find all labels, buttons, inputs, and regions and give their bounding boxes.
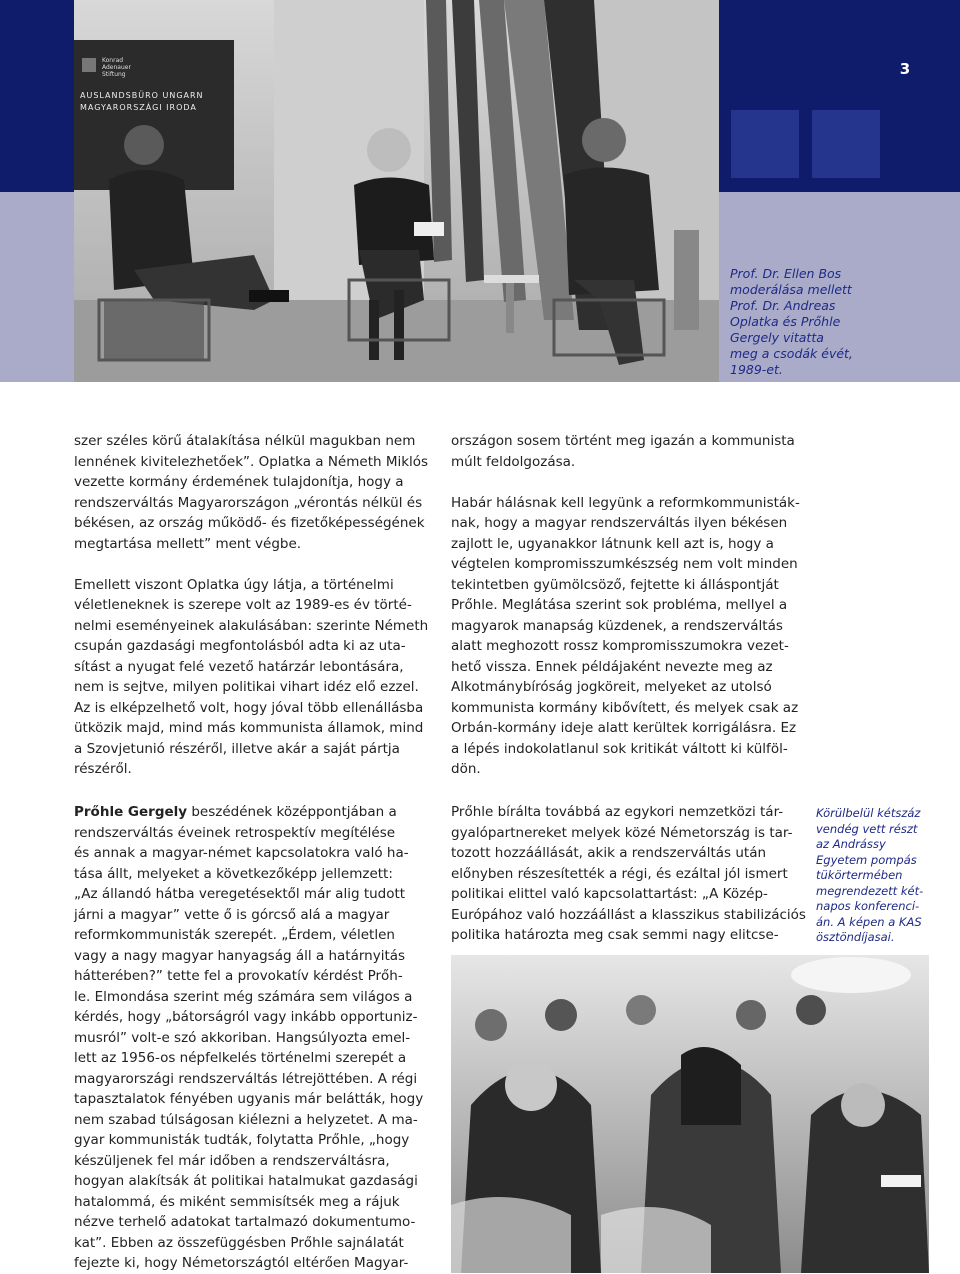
text-line: musról” volt-e szó akkoriban. Hangsúlyozta emel-: [74, 1029, 411, 1046]
caption-line: tükörtermében: [816, 868, 903, 882]
text-line: dön.: [451, 761, 481, 777]
text-line: politikai elittel való kapcsolattartást: „A Közép-: [451, 886, 768, 902]
text-line: gyar kommunisták tudták, folytatta Prőhle, „hogy: [74, 1132, 410, 1148]
text-line: a lépés indokolatlanul sok kritikát váltott ki külföl-: [451, 740, 788, 757]
text-line: le. Elmondása szerint még számára sem világos a: [74, 988, 413, 1005]
text-line: fejezte ki, hogy Németországtól eltérően Magyar-: [74, 1255, 409, 1271]
text-line: rendszerváltás éveinek retrospektív megítélése: [74, 824, 396, 841]
text-line: készüljenek fel már időben a rendszerváltásra,: [74, 1152, 390, 1169]
sign-line: Stiftung: [102, 71, 126, 78]
article-column-4: [451, 802, 811, 946]
article-column-1: [74, 431, 434, 800]
caption-line: megrendezett két-: [816, 883, 924, 898]
text-line: csupán gazdasági megfontolásból adta ki az uta-: [74, 638, 406, 654]
sign-title: MAGYARORSZÁGI IRODA: [80, 103, 197, 112]
text-line: Alkotmánybíróság jogköreit, melyeket az utolsó: [451, 679, 772, 695]
decorative-square: [731, 110, 799, 178]
paragraph: [451, 493, 811, 780]
speaker-name: Prőhle Gergely: [74, 804, 188, 820]
text-line: vagy a nagy magyar hanyagság áll a határnyitás: [74, 947, 406, 964]
text-line-lead: [74, 802, 434, 823]
caption-line: moderálása mellett: [730, 282, 852, 297]
sign-title: AUSLANDSBÜRO UNGARN: [80, 91, 204, 100]
text-line: kat”. Ebben az összefüggésben Prőhle sajnálatát: [74, 1234, 404, 1251]
text-line: véletleneknek is szerepe volt az 1989-es év törté-: [74, 597, 412, 613]
page-number: 3: [899, 60, 911, 78]
text-line: vezette kormány érdemének tulajdonítja, hogy a: [74, 474, 404, 490]
text-line: politika határozta meg csak semmi nagy elitcse-: [451, 927, 779, 943]
panel-discussion-photo: [74, 0, 719, 382]
text-line: rendszerváltás Magyarországon „vérontás nélkül és: [74, 494, 423, 511]
text-line: ütközik majd, mind más kommunista államok, mind: [74, 720, 424, 736]
sign-line: Adenauer: [102, 64, 131, 71]
text-line: múlt feldolgozása.: [451, 453, 576, 470]
text-line: országon sosem történt meg igazán a kommunista: [451, 433, 795, 449]
text-line: lett az 1956-os népfelkelés történelmi szerepét a: [74, 1050, 407, 1066]
caption-line: Egyetem pompás: [816, 852, 917, 867]
caption-line: meg a csodák évét,: [730, 346, 853, 361]
text-line: nelmi eseményeinek alakulásában: szerinte Németh: [74, 617, 429, 634]
text-line: reformkommunisták szerepét. „Érdem, véletlen: [74, 927, 395, 943]
text-line: Orbán-kormány ideje alatt kerültek korrigálásra. Ez: [451, 720, 797, 736]
text-line: Habár hálásnak kell legyünk a reformkommunisták-: [451, 494, 800, 511]
kas-sign: [74, 40, 234, 190]
text-line: békésen, az ország működő- és fizetőképességének: [74, 515, 425, 531]
text-line: Európához való hozzáállást a klasszikus stabilizációs: [451, 906, 806, 923]
caption-line: Gergely vitatta: [730, 330, 824, 345]
text-line: nak, hogy a magyar rendszerváltás ilyen békésen: [451, 515, 788, 531]
text-line: megtartása mellett” ment végbe.: [74, 535, 302, 552]
sign-line: Konrad: [102, 57, 124, 64]
text-line: hogyan alakítsák át politikai hatalmukat gazdasági: [74, 1173, 418, 1189]
paragraph: [74, 431, 434, 554]
decorative-square: [812, 110, 880, 178]
text-line: tása állt, melyeket a következőképp jellemzett:: [74, 865, 393, 882]
text-line: tekintetben gyümölcsöző, fejtette ki álláspontját: [451, 576, 779, 593]
text-line: hátterében?” tette fel a provokatív kérdést Prőh-: [74, 968, 403, 984]
caption-line: napos konferenci-: [816, 899, 920, 913]
text-line: a Szovjetunió részéről, illetve akár a saját pártja: [74, 740, 400, 757]
lead-text: beszédének középpontjában a: [187, 804, 397, 820]
caption-line: Prof. Dr. Ellen Bos: [730, 266, 842, 281]
text-line: járni a magyar” vette ő is górcső alá a magyar: [74, 906, 390, 923]
caption-line: Prof. Dr. Andreas: [730, 298, 836, 313]
text-line: magyarok manapság küzdenek, a rendszerváltás: [451, 617, 783, 634]
text-line: Az is elképzelhető volt, hogy jóval több ellenállásba: [74, 699, 424, 716]
text-line: magyarországi rendszerváltás létrejöttében. A régi: [74, 1070, 418, 1087]
text-line: zajlott le, ugyanakkor látnunk kell azt is, hogy a: [451, 535, 774, 552]
text-line: tozott hozzáállását, akik a rendszerváltás után: [451, 845, 767, 861]
text-line: lennének kivitelezhetőek”. Oplatka a Németh Miklós: [74, 453, 429, 470]
paragraph: [451, 431, 811, 472]
text-line: szer széles körű átalakítása nélkül magukban nem: [74, 433, 416, 449]
photo-caption-top: [730, 266, 890, 378]
text-line: részéről.: [74, 761, 132, 777]
text-line: sítást a nyugat felé vezető határzár lebontására,: [74, 658, 404, 675]
article-column-3: [74, 802, 434, 1274]
text-line: hatalommá, és miként semmisítsék meg a rájuk: [74, 1193, 400, 1210]
text-line: hető vissza. Ennek példájaként nevezte meg az: [451, 658, 773, 675]
text-line: gyalópartnereket melyek közé Németország is tar-: [451, 824, 793, 841]
text-line: Prőhle. Meglátása szerint sok probléma, mellyel a: [451, 597, 788, 613]
text-line: nem is sejtve, milyen politikai vihart idéz elő ezzel.: [74, 679, 419, 695]
audience-photo: [451, 955, 929, 1273]
text-line: nézve terhelő adatokat tartalmazó dokumentumo-: [74, 1214, 416, 1230]
paragraph: [74, 575, 434, 780]
text-line: tapasztalatok fényében ugyanis már belátták, hogy: [74, 1091, 424, 1107]
caption-line: az Andrássy: [816, 837, 886, 851]
text-line: nem szabad túlságosan kiélezni a helyzetet. A ma-: [74, 1111, 418, 1128]
text-line: Emellett viszont Oplatka úgy látja, a történelmi: [74, 576, 394, 593]
article-column-2: [451, 431, 811, 800]
caption-line: án. A képen a KAS: [816, 914, 922, 929]
text-line: előnyben részesítették a régi, és ezáltal jól ismert: [451, 865, 788, 882]
caption-line: vendég vett részt: [816, 821, 918, 836]
caption-line: Körülbelül kétszáz: [816, 806, 921, 820]
caption-line: 1989-et.: [730, 362, 783, 377]
text-line: alatt meghozott rossz kompromisszumokra vezet-: [451, 638, 789, 654]
kas-logo-icon: [82, 58, 96, 72]
text-line: és annak a magyar-német kapcsolatokra való ha-: [74, 845, 409, 861]
photo-caption-side: [816, 806, 936, 946]
text-line: végtelen kompromisszumkészség nem volt minden: [451, 556, 798, 572]
text-line: kérdés, hogy „bátorságról vagy inkább opportuniz-: [74, 1009, 418, 1025]
text-line: Prőhle bírálta továbbá az egykori nemzetközi tár-: [451, 804, 784, 820]
text-line: kommunista kormány kibővített, és melyek csak az: [451, 699, 799, 716]
text-line: „Az állandó hátba veregetésektől már alig tudott: [74, 886, 406, 902]
caption-line: Oplatka és Prőhle: [730, 314, 841, 329]
caption-line: ösztöndíjasai.: [816, 930, 895, 944]
